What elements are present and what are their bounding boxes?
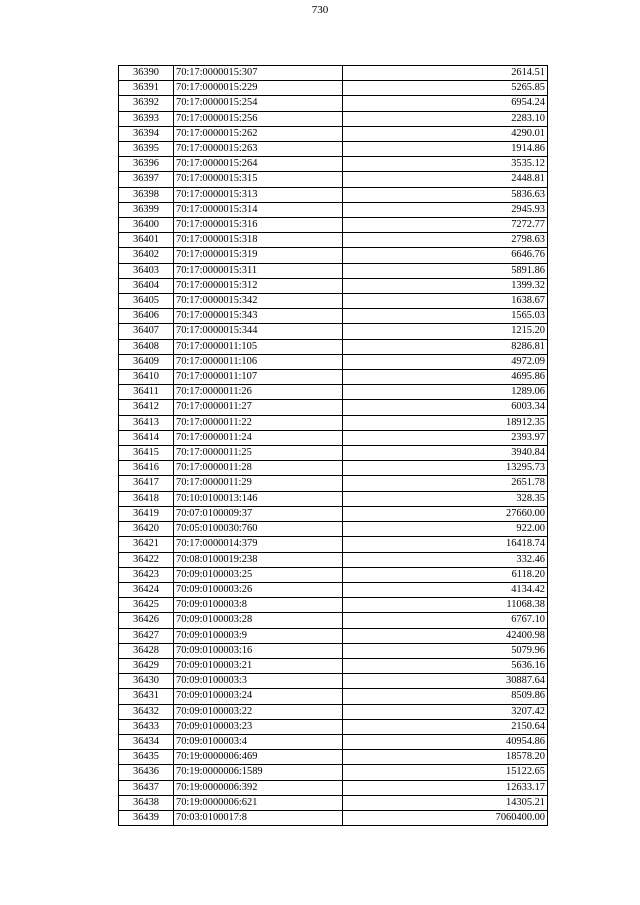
value-cell: 5079.96 [343, 643, 548, 658]
value-cell: 6646.76 [343, 248, 548, 263]
cadastral-number-cell: 70:17:0000015:307 [174, 66, 343, 81]
value-cell: 1399.32 [343, 278, 548, 293]
value-cell: 5265.85 [343, 81, 548, 96]
row-number-cell: 36397 [119, 172, 174, 187]
cadastral-number-cell: 70:17:0000015:229 [174, 81, 343, 96]
table-row [119, 598, 548, 613]
row-number-cell: 36409 [119, 354, 174, 369]
row-number-cell: 36411 [119, 385, 174, 400]
cadastral-number-cell: 70:17:0000011:28 [174, 461, 343, 476]
row-number-cell: 36394 [119, 126, 174, 141]
cadastral-number-cell: 70:17:0000015:344 [174, 324, 343, 339]
table-row [119, 674, 548, 689]
cadastral-number-cell: 70:17:0000011:25 [174, 446, 343, 461]
cadastral-number-cell: 70:19:0000006:392 [174, 780, 343, 795]
table-row [119, 537, 548, 552]
cadastral-number-cell: 70:17:0000015:311 [174, 263, 343, 278]
value-cell: 6003.34 [343, 400, 548, 415]
cadastral-number-cell: 70:17:0000011:29 [174, 476, 343, 491]
row-number-cell: 36413 [119, 415, 174, 430]
cadastral-number-cell: 70:09:0100003:9 [174, 628, 343, 643]
value-cell: 1215.20 [343, 324, 548, 339]
value-cell: 2651.78 [343, 476, 548, 491]
table-row [119, 142, 548, 157]
cadastral-number-cell: 70:09:0100003:21 [174, 658, 343, 673]
table-row [119, 719, 548, 734]
row-number-cell: 36437 [119, 780, 174, 795]
row-number-cell: 36390 [119, 66, 174, 81]
table-row [119, 704, 548, 719]
table-row [119, 613, 548, 628]
data-table [118, 65, 548, 826]
value-cell: 18578.20 [343, 750, 548, 765]
row-number-cell: 36398 [119, 187, 174, 202]
value-cell: 6118.20 [343, 567, 548, 582]
table-row [119, 157, 548, 172]
value-cell: 2283.10 [343, 111, 548, 126]
row-number-cell: 36410 [119, 370, 174, 385]
table-row [119, 430, 548, 445]
cadastral-number-cell: 70:09:0100003:26 [174, 582, 343, 597]
value-cell: 922.00 [343, 522, 548, 537]
table-row [119, 750, 548, 765]
table-row [119, 66, 548, 81]
table-row [119, 126, 548, 141]
table-row [119, 552, 548, 567]
table-row [119, 233, 548, 248]
value-cell: 3940.84 [343, 446, 548, 461]
cadastral-number-cell: 70:05:0100030:760 [174, 522, 343, 537]
value-cell: 12633.17 [343, 780, 548, 795]
cadastral-number-cell: 70:17:0000011:107 [174, 370, 343, 385]
row-number-cell: 36433 [119, 719, 174, 734]
row-number-cell: 36431 [119, 689, 174, 704]
cadastral-number-cell: 70:17:0000011:106 [174, 354, 343, 369]
cadastral-number-cell: 70:09:0100003:22 [174, 704, 343, 719]
table-row [119, 309, 548, 324]
value-cell: 14305.21 [343, 795, 548, 810]
value-cell: 3207.42 [343, 704, 548, 719]
row-number-cell: 36403 [119, 263, 174, 278]
cadastral-number-cell: 70:17:0000015:312 [174, 278, 343, 293]
row-number-cell: 36392 [119, 96, 174, 111]
row-number-cell: 36412 [119, 400, 174, 415]
table-row [119, 172, 548, 187]
cadastral-number-cell: 70:19:0000006:469 [174, 750, 343, 765]
cadastral-number-cell: 70:09:0100003:4 [174, 734, 343, 749]
table-row [119, 522, 548, 537]
row-number-cell: 36428 [119, 643, 174, 658]
cadastral-number-cell: 70:09:0100003:23 [174, 719, 343, 734]
row-number-cell: 36417 [119, 476, 174, 491]
row-number-cell: 36435 [119, 750, 174, 765]
table-row [119, 187, 548, 202]
table-row [119, 324, 548, 339]
table-body [119, 66, 548, 826]
row-number-cell: 36434 [119, 734, 174, 749]
cadastral-number-cell: 70:09:0100003:16 [174, 643, 343, 658]
value-cell: 6767.10 [343, 613, 548, 628]
row-number-cell: 36414 [119, 430, 174, 445]
row-number-cell: 36429 [119, 658, 174, 673]
cadastral-number-cell: 70:17:0000015:319 [174, 248, 343, 263]
page-number: 730 [311, 4, 329, 16]
row-number-cell: 36425 [119, 598, 174, 613]
cadastral-number-cell: 70:17:0000011:24 [174, 430, 343, 445]
value-cell: 4695.86 [343, 370, 548, 385]
table-row [119, 780, 548, 795]
row-number-cell: 36427 [119, 628, 174, 643]
cadastral-number-cell: 70:17:0000015:256 [174, 111, 343, 126]
table-row [119, 263, 548, 278]
cadastral-number-cell: 70:17:0000015:315 [174, 172, 343, 187]
cadastral-number-cell: 70:17:0000011:105 [174, 339, 343, 354]
row-number-cell: 36426 [119, 613, 174, 628]
row-number-cell: 36406 [119, 309, 174, 324]
value-cell: 5636.16 [343, 658, 548, 673]
cadastral-number-cell: 70:17:0000011:26 [174, 385, 343, 400]
table-row [119, 218, 548, 233]
cadastral-number-cell: 70:17:0000015:262 [174, 126, 343, 141]
row-number-cell: 36439 [119, 810, 174, 825]
value-cell: 6954.24 [343, 96, 548, 111]
value-cell: 5836.63 [343, 187, 548, 202]
row-number-cell: 36424 [119, 582, 174, 597]
value-cell: 40954.86 [343, 734, 548, 749]
row-number-cell: 36391 [119, 81, 174, 96]
table-row [119, 810, 548, 825]
value-cell: 15122.65 [343, 765, 548, 780]
value-cell: 3535.12 [343, 157, 548, 172]
cadastral-number-cell: 70:09:0100003:28 [174, 613, 343, 628]
value-cell: 2393.97 [343, 430, 548, 445]
table-row [119, 278, 548, 293]
table-row [119, 400, 548, 415]
table-row [119, 294, 548, 309]
row-number-cell: 36436 [119, 765, 174, 780]
table-row [119, 567, 548, 582]
table-row [119, 765, 548, 780]
value-cell: 2448.81 [343, 172, 548, 187]
table-row [119, 476, 548, 491]
table-row [119, 734, 548, 749]
value-cell: 328.35 [343, 491, 548, 506]
value-cell: 27660.00 [343, 506, 548, 521]
table-row [119, 446, 548, 461]
table-row [119, 111, 548, 126]
table-row [119, 339, 548, 354]
value-cell: 7272.77 [343, 218, 548, 233]
table-row [119, 658, 548, 673]
row-number-cell: 36422 [119, 552, 174, 567]
cadastral-number-cell: 70:17:0000014:379 [174, 537, 343, 552]
cadastral-number-cell: 70:17:0000015:254 [174, 96, 343, 111]
value-cell: 1638.67 [343, 294, 548, 309]
cadastral-number-cell: 70:17:0000015:318 [174, 233, 343, 248]
row-number-cell: 36401 [119, 233, 174, 248]
value-cell: 4134.42 [343, 582, 548, 597]
value-cell: 2945.93 [343, 202, 548, 217]
table-row [119, 385, 548, 400]
table-row [119, 582, 548, 597]
value-cell: 2150.64 [343, 719, 548, 734]
row-number-cell: 36419 [119, 506, 174, 521]
table-row [119, 248, 548, 263]
cadastral-number-cell: 70:19:0000006:621 [174, 795, 343, 810]
cadastral-number-cell: 70:07:0100009:37 [174, 506, 343, 521]
cadastral-number-cell: 70:09:0100003:8 [174, 598, 343, 613]
value-cell: 18912.35 [343, 415, 548, 430]
value-cell: 1289.06 [343, 385, 548, 400]
value-cell: 2798.63 [343, 233, 548, 248]
value-cell: 8509.86 [343, 689, 548, 704]
table-row [119, 643, 548, 658]
table-row [119, 81, 548, 96]
cadastral-number-cell: 70:17:0000015:342 [174, 294, 343, 309]
value-cell: 16418.74 [343, 537, 548, 552]
table-row [119, 689, 548, 704]
cadastral-number-cell: 70:09:0100003:24 [174, 689, 343, 704]
value-cell: 4290.01 [343, 126, 548, 141]
row-number-cell: 36430 [119, 674, 174, 689]
cadastral-number-cell: 70:09:0100003:3 [174, 674, 343, 689]
table-row [119, 795, 548, 810]
row-number-cell: 36420 [119, 522, 174, 537]
table-row [119, 506, 548, 521]
cadastral-number-cell: 70:17:0000011:27 [174, 400, 343, 415]
row-number-cell: 36408 [119, 339, 174, 354]
value-cell: 1565.03 [343, 309, 548, 324]
row-number-cell: 36407 [119, 324, 174, 339]
value-cell: 2614.51 [343, 66, 548, 81]
row-number-cell: 36421 [119, 537, 174, 552]
row-number-cell: 36416 [119, 461, 174, 476]
table-row [119, 354, 548, 369]
value-cell: 13295.73 [343, 461, 548, 476]
row-number-cell: 36432 [119, 704, 174, 719]
cadastral-number-cell: 70:17:0000015:343 [174, 309, 343, 324]
table-row [119, 491, 548, 506]
row-number-cell: 36396 [119, 157, 174, 172]
row-number-cell: 36399 [119, 202, 174, 217]
cadastral-number-cell: 70:17:0000015:314 [174, 202, 343, 217]
row-number-cell: 36423 [119, 567, 174, 582]
cadastral-number-cell: 70:17:0000011:22 [174, 415, 343, 430]
row-number-cell: 36415 [119, 446, 174, 461]
value-cell: 42400.98 [343, 628, 548, 643]
table-row [119, 628, 548, 643]
cadastral-number-cell: 70:10:0100013:146 [174, 491, 343, 506]
value-cell: 30887.64 [343, 674, 548, 689]
table-row [119, 415, 548, 430]
table-row [119, 202, 548, 217]
cadastral-number-cell: 70:08:0100019:238 [174, 552, 343, 567]
value-cell: 11068.38 [343, 598, 548, 613]
table-row [119, 461, 548, 476]
value-cell: 332.46 [343, 552, 548, 567]
row-number-cell: 36393 [119, 111, 174, 126]
row-number-cell: 36402 [119, 248, 174, 263]
table-row [119, 370, 548, 385]
table-row [119, 96, 548, 111]
cadastral-number-cell: 70:19:0000006:1589 [174, 765, 343, 780]
data-table-container [118, 65, 547, 826]
row-number-cell: 36418 [119, 491, 174, 506]
row-number-cell: 36438 [119, 795, 174, 810]
row-number-cell: 36395 [119, 142, 174, 157]
value-cell: 5891.86 [343, 263, 548, 278]
row-number-cell: 36400 [119, 218, 174, 233]
row-number-cell: 36404 [119, 278, 174, 293]
value-cell: 7060400.00 [343, 810, 548, 825]
cadastral-number-cell: 70:09:0100003:25 [174, 567, 343, 582]
value-cell: 4972.09 [343, 354, 548, 369]
cadastral-number-cell: 70:03:0100017:8 [174, 810, 343, 825]
cadastral-number-cell: 70:17:0000015:264 [174, 157, 343, 172]
cadastral-number-cell: 70:17:0000015:313 [174, 187, 343, 202]
row-number-cell: 36405 [119, 294, 174, 309]
value-cell: 1914.86 [343, 142, 548, 157]
value-cell: 8286.81 [343, 339, 548, 354]
cadastral-number-cell: 70:17:0000015:263 [174, 142, 343, 157]
cadastral-number-cell: 70:17:0000015:316 [174, 218, 343, 233]
